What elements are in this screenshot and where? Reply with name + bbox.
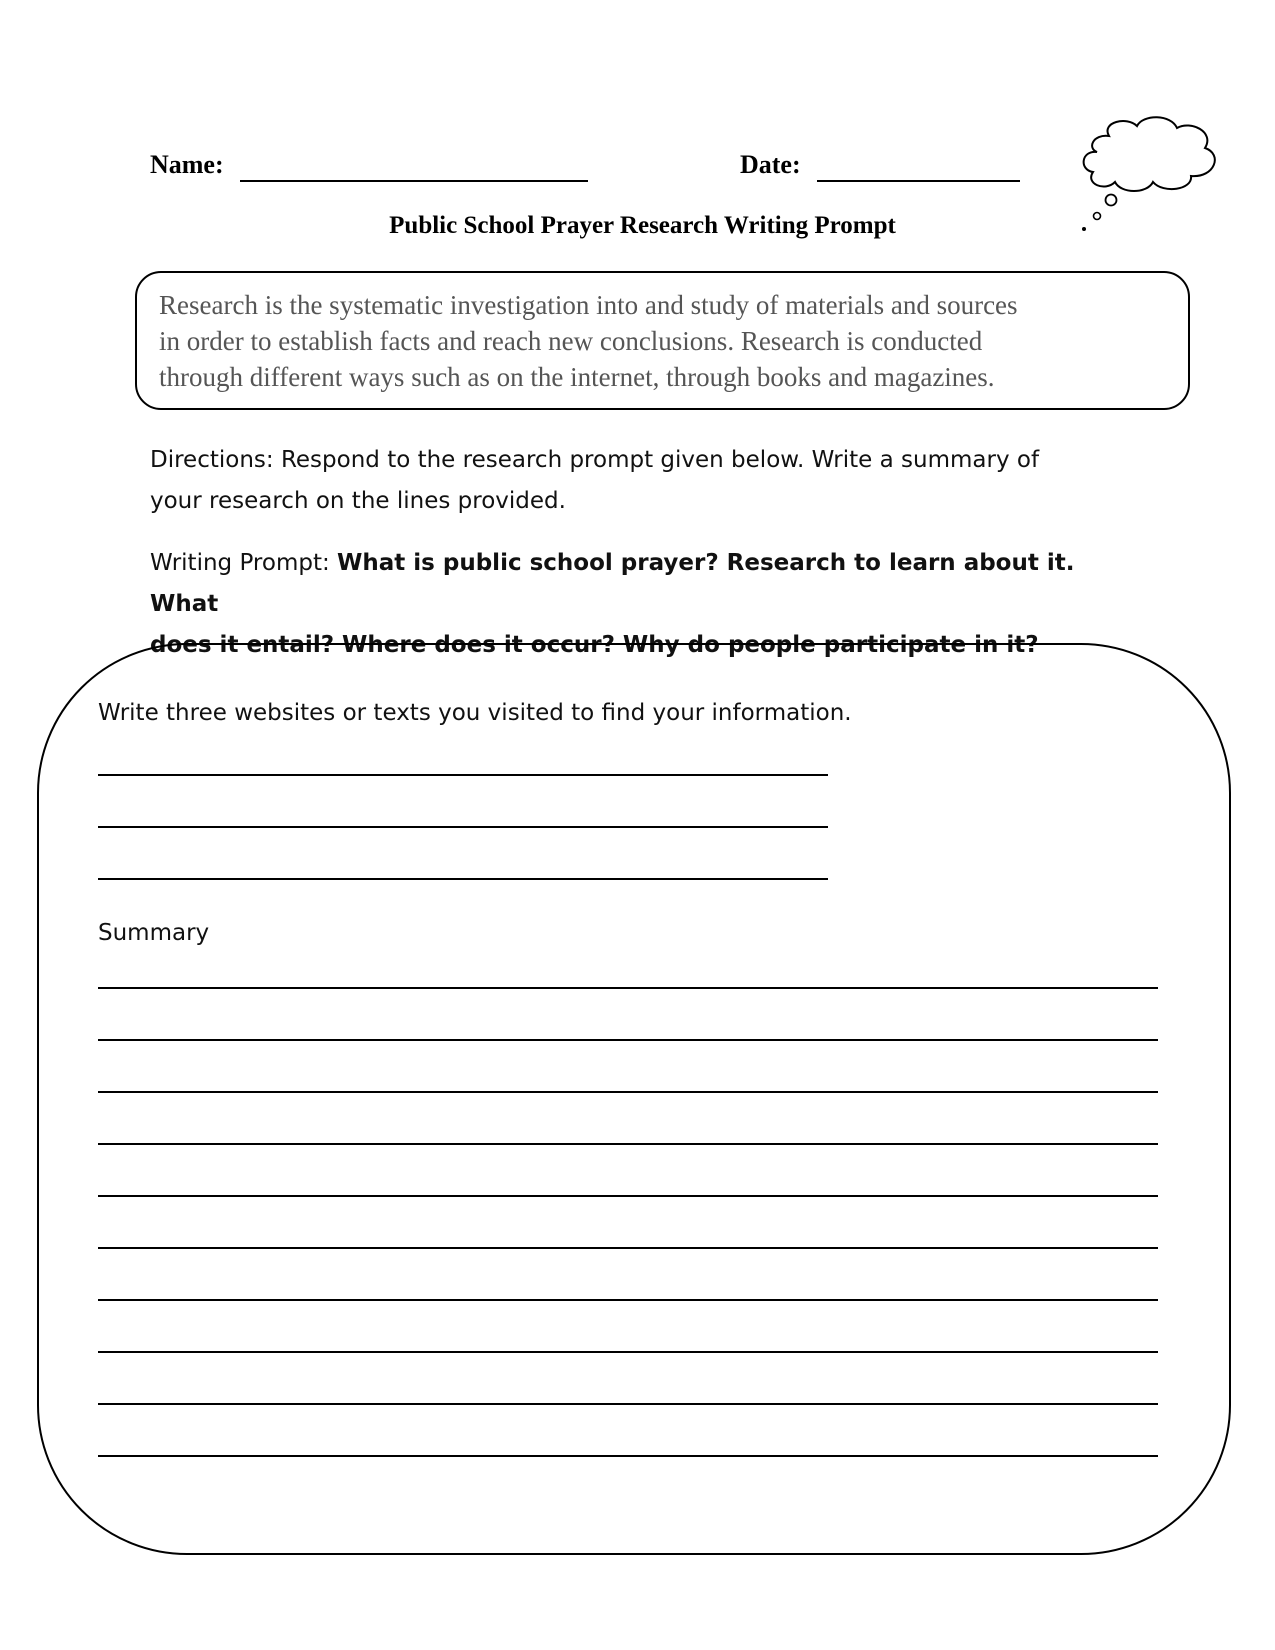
prompt-label: Writing Prompt: [150,550,338,576]
summary-label: Summary [98,920,210,946]
source-line-3[interactable] [98,878,828,880]
summary-line[interactable] [98,1247,1158,1249]
definition-line: in order to establish facts and reach new conclusions. Research is conducted [159,326,983,356]
definition-line: Research is the systematic investigation into and study of materials and sources [159,290,1018,320]
summary-line[interactable] [98,1455,1158,1457]
name-field[interactable] [240,180,588,182]
summary-line[interactable] [98,1091,1158,1093]
summary-line[interactable] [98,987,1158,989]
prompt-question: does it entail? Where does it occur? Why do people participate in it? [150,632,1039,658]
source-line-2[interactable] [98,826,828,828]
name-label: Name: [150,150,224,179]
summary-line[interactable] [98,1039,1158,1041]
date-label: Date: [740,150,801,179]
answer-box [37,643,1231,1555]
prompt-question: What is public school prayer? Research to learn about it. What [150,550,1075,617]
summary-line[interactable] [98,1299,1158,1301]
summary-line[interactable] [98,1195,1158,1197]
date-field[interactable] [817,180,1020,182]
sources-instruction: Write three websites or texts you visited to find your information. [98,700,852,726]
directions [150,440,1080,522]
definition-box [135,271,1190,410]
summary-line[interactable] [98,1351,1158,1353]
source-line-1[interactable] [98,774,828,776]
directions-line: your research on the lines provided. [150,488,566,514]
page-title: Public School Prayer Research Writing Prompt [389,212,896,239]
summary-line[interactable] [98,1143,1158,1145]
summary-line[interactable] [98,1403,1158,1405]
definition-line: through different ways such as on the internet, through books and magazines. [159,362,995,392]
directions-line: Directions: Respond to the research prompt given below. Write a summary of [150,447,1040,473]
